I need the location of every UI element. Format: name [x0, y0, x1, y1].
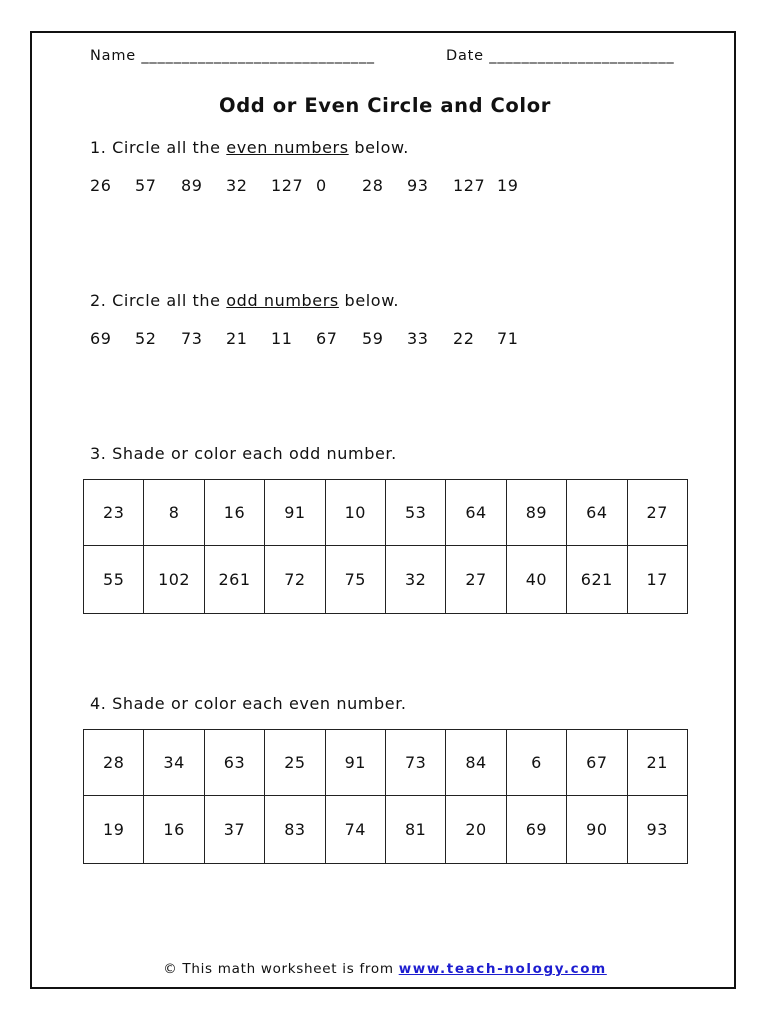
grid-cell[interactable]: 23: [84, 480, 144, 546]
teach-nology-link[interactable]: www.teach-nology.com: [398, 961, 607, 977]
grid-cell[interactable]: 16: [144, 796, 204, 864]
q1-number: 32: [226, 176, 248, 195]
grid-cell[interactable]: 37: [204, 796, 264, 864]
q1-prefix: 1. Circle all the: [90, 138, 227, 157]
grid-cell[interactable]: 40: [506, 546, 566, 614]
grid-cell[interactable]: 8: [144, 480, 204, 546]
q1-number: 57: [135, 176, 157, 195]
grid-cell[interactable]: 90: [567, 796, 627, 864]
q2-number: 71: [497, 329, 519, 348]
grid-cell[interactable]: 27: [627, 480, 687, 546]
grid-cell[interactable]: 91: [325, 730, 385, 796]
grid-cell[interactable]: 93: [627, 796, 687, 864]
grid-cell[interactable]: 69: [506, 796, 566, 864]
q1-number: 0: [316, 176, 327, 195]
q1-number: 19: [497, 176, 519, 195]
grid-cell[interactable]: 25: [265, 730, 325, 796]
grid-cell[interactable]: 84: [446, 730, 506, 796]
even-number-grid: [83, 729, 688, 864]
grid-cell[interactable]: 53: [385, 480, 445, 546]
grid-cell[interactable]: 19: [84, 796, 144, 864]
footer-text: © This math worksheet is from: [163, 961, 399, 977]
question-4-instruction: 4. Shade or color each even number.: [90, 694, 407, 713]
question-1-instruction: [90, 138, 409, 157]
grid-cell[interactable]: 89: [506, 480, 566, 546]
grid-cell[interactable]: 72: [265, 546, 325, 614]
grid-cell[interactable]: 83: [265, 796, 325, 864]
grid-row: [84, 480, 688, 546]
q2-underlined-term: odd numbers: [226, 291, 339, 310]
grid-cell[interactable]: 63: [204, 730, 264, 796]
grid-cell[interactable]: 34: [144, 730, 204, 796]
q2-number: 52: [135, 329, 157, 348]
grid-cell[interactable]: 74: [325, 796, 385, 864]
grid-cell[interactable]: 102: [144, 546, 204, 614]
grid-cell[interactable]: 32: [385, 546, 445, 614]
q1-suffix: below.: [348, 138, 409, 157]
q2-prefix: 2. Circle all the: [90, 291, 227, 310]
grid-cell[interactable]: 67: [567, 730, 627, 796]
grid-cell[interactable]: 64: [567, 480, 627, 546]
q1-number: 127: [271, 176, 304, 195]
grid-cell[interactable]: 73: [385, 730, 445, 796]
grid-row: [84, 796, 688, 864]
grid-cell[interactable]: 27: [446, 546, 506, 614]
q2-number: 73: [181, 329, 203, 348]
name-field-label: Name _____________________________: [90, 48, 375, 64]
q1-number: 93: [407, 176, 429, 195]
q2-number: 59: [362, 329, 384, 348]
grid-cell[interactable]: 81: [385, 796, 445, 864]
q2-number: 67: [316, 329, 338, 348]
footer-credit: [0, 961, 770, 977]
q2-number: 21: [226, 329, 248, 348]
q2-number: 33: [407, 329, 429, 348]
grid-cell[interactable]: 17: [627, 546, 687, 614]
question-2-instruction: [90, 291, 399, 310]
grid-cell[interactable]: 6: [506, 730, 566, 796]
grid-row: [84, 546, 688, 614]
q2-number: 69: [90, 329, 112, 348]
question-3-instruction: 3. Shade or color each odd number.: [90, 444, 397, 463]
grid-cell[interactable]: 21: [627, 730, 687, 796]
grid-cell[interactable]: 64: [446, 480, 506, 546]
grid-cell[interactable]: 20: [446, 796, 506, 864]
grid-cell[interactable]: 75: [325, 546, 385, 614]
grid-row: [84, 730, 688, 796]
q1-number: 127: [453, 176, 486, 195]
grid-cell[interactable]: 16: [204, 480, 264, 546]
odd-number-grid: [83, 479, 688, 614]
q2-number: 22: [453, 329, 475, 348]
q1-number: 26: [90, 176, 112, 195]
date-field-label: Date _______________________: [446, 48, 675, 64]
q1-number: 28: [362, 176, 384, 195]
q1-number: 89: [181, 176, 203, 195]
grid-cell[interactable]: 28: [84, 730, 144, 796]
grid-cell[interactable]: 10: [325, 480, 385, 546]
grid-cell[interactable]: 621: [567, 546, 627, 614]
q1-underlined-term: even numbers: [226, 138, 349, 157]
grid-cell[interactable]: 261: [204, 546, 264, 614]
q2-suffix: below.: [338, 291, 400, 310]
grid-cell[interactable]: 55: [84, 546, 144, 614]
worksheet-title: Odd or Even Circle and Color: [219, 94, 551, 117]
grid-cell[interactable]: 91: [265, 480, 325, 546]
q2-number: 11: [271, 329, 293, 348]
